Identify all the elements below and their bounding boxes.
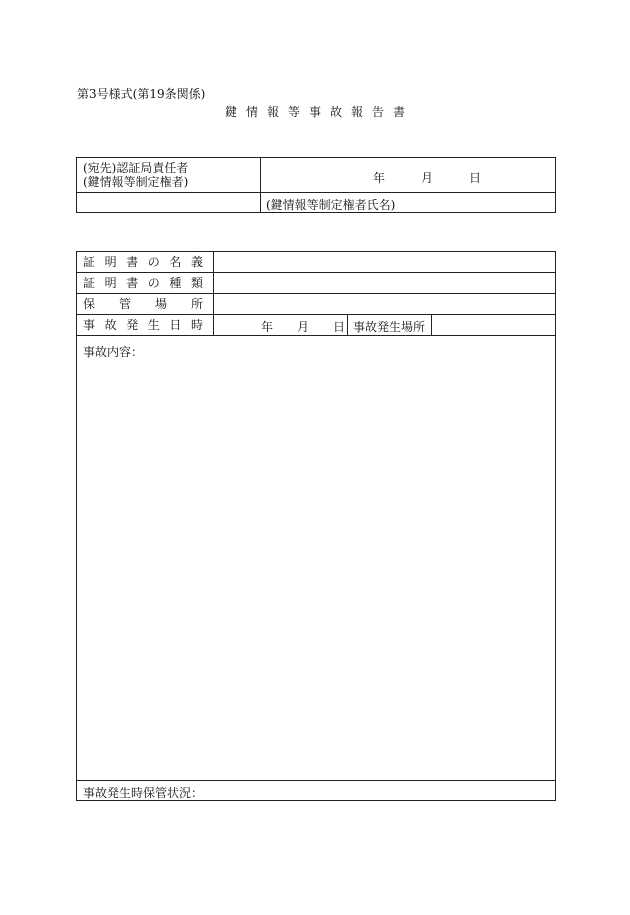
incident-details-field[interactable] — [77, 336, 555, 781]
report-date-cell[interactable] — [261, 158, 555, 193]
incident-place-field[interactable] — [432, 315, 555, 335]
certificate-type-field[interactable] — [214, 273, 555, 293]
reporter-name-cell[interactable] — [261, 193, 555, 212]
certificate-holder-row — [77, 252, 555, 273]
certificate-holder-label: 証明書の名義 — [77, 252, 214, 272]
incident-report-table — [76, 251, 556, 801]
incident-details-label: 事故内容： — [83, 345, 144, 359]
addressee-line-1: (宛先)認証局責任者 — [83, 161, 189, 175]
addressee-cell — [77, 158, 261, 193]
blank-cell — [77, 193, 261, 212]
incident-month: 月 — [297, 320, 310, 334]
storage-location-label: 保管場所 — [77, 294, 214, 314]
certificate-type-row — [77, 273, 555, 294]
storage-location-row — [77, 294, 555, 315]
addressee-line-2: (鍵情報等制定権者) — [83, 175, 189, 189]
storage-status-field[interactable] — [77, 781, 555, 800]
incident-place-label: 事故発生場所 — [348, 315, 432, 335]
document-title: 鍵情報等事故報告書 — [224, 105, 414, 119]
incident-datetime-row — [77, 315, 555, 336]
certificate-holder-field[interactable] — [214, 252, 555, 272]
certificate-type-label: 証明書の種類 — [77, 273, 214, 293]
addressee-table — [76, 157, 556, 213]
reporter-name-label: (鍵情報等制定権者氏名) — [266, 198, 396, 212]
incident-day: 日 — [333, 320, 346, 334]
report-date-month: 月 — [421, 171, 434, 185]
storage-status-label: 事故発生時保管状況： — [83, 786, 204, 800]
storage-location-field[interactable] — [214, 294, 555, 314]
incident-year: 年 — [261, 320, 274, 334]
incident-date-field[interactable] — [214, 315, 348, 335]
report-date-day: 日 — [469, 171, 482, 185]
report-date-year: 年 — [373, 171, 386, 185]
form-number: 第3号様式(第19条関係) — [77, 87, 206, 101]
incident-datetime-label: 事故発生日時 — [77, 315, 214, 335]
